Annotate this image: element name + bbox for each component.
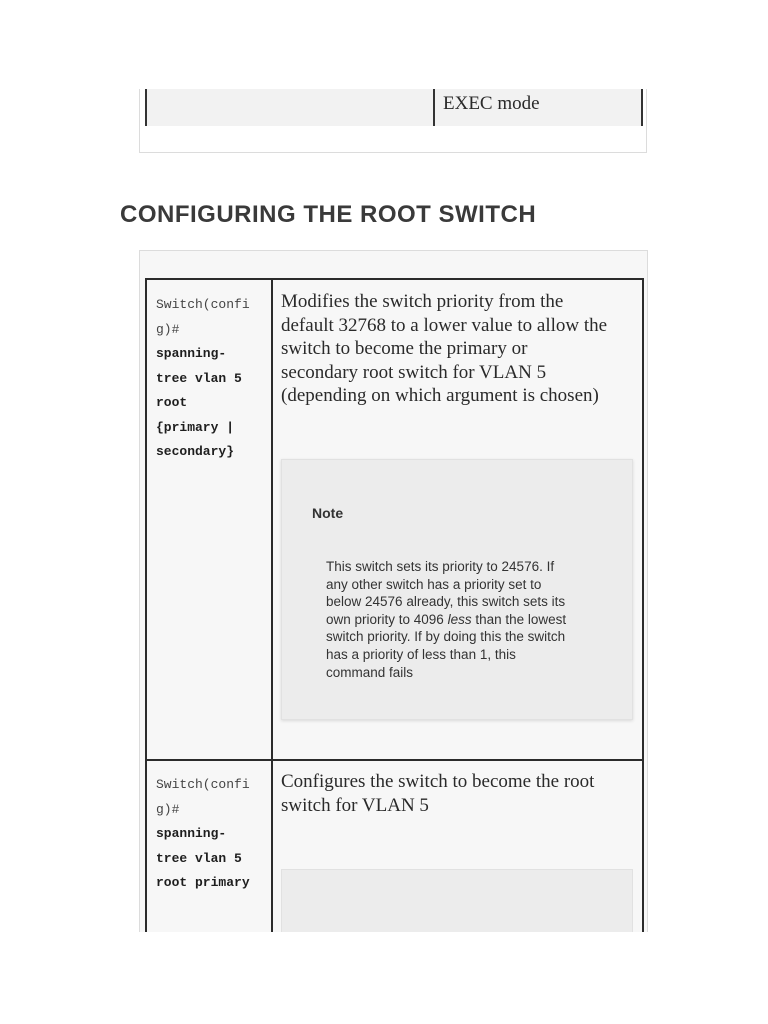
- note-box: [281, 869, 633, 932]
- command-prompt: Switch(confi: [156, 297, 250, 312]
- note-line: switch priority. If by doing this the switch: [326, 629, 566, 645]
- note-emphasis: less: [447, 611, 472, 627]
- note-line: This switch sets its priority to 24576. If: [326, 559, 555, 574]
- command-text: {primary |: [156, 419, 235, 435]
- column-divider: [271, 280, 273, 932]
- command-cell: [156, 293, 268, 465]
- description-cell: [281, 770, 637, 817]
- description-line: switch for VLAN 5: [281, 794, 429, 816]
- description-line: secondary root switch for VLAN 5: [281, 361, 547, 383]
- command-prompt: g)#: [156, 801, 180, 817]
- command-text: tree vlan 5: [156, 850, 242, 866]
- command-text: root: [156, 395, 188, 410]
- command-prompt: Switch(confi: [156, 777, 250, 792]
- previous-table-fragment: [139, 89, 647, 153]
- note-line-part: own priority to 4096: [326, 611, 444, 627]
- note-line: command fails: [326, 664, 414, 680]
- command-table: [145, 278, 644, 932]
- command-prompt: g)#: [156, 321, 180, 337]
- note-line: any other switch has a priority set to: [326, 576, 542, 592]
- description-cell: [281, 290, 637, 408]
- note-text: [326, 558, 616, 681]
- note-line: below 24576 already, this switch sets its: [326, 594, 566, 610]
- command-text: secondary}: [156, 444, 235, 459]
- column-divider: [433, 89, 435, 126]
- table-cell-text: EXEC mode: [443, 93, 540, 114]
- command-table-container: [139, 250, 648, 932]
- section-heading: CONFIGURING THE ROOT SWITCH: [120, 201, 537, 228]
- description-line: (depending on which argument is chosen): [281, 385, 599, 406]
- command-text: spanning-: [156, 346, 227, 361]
- note-line: has a priority of less than 1, this: [326, 646, 516, 662]
- note-line-part: than the lowest: [475, 611, 567, 627]
- table-row: [145, 89, 643, 126]
- note-box: [281, 459, 633, 720]
- description-line: Configures the switch to become the root: [281, 771, 595, 792]
- note-line: [326, 611, 616, 629]
- note-title: Note: [312, 505, 344, 521]
- description-line: default 32768 to a lower value to allow the: [281, 314, 608, 336]
- command-text: tree vlan 5: [156, 370, 242, 386]
- command-cell: [156, 773, 268, 896]
- command-text: spanning-: [156, 826, 227, 841]
- command-text: root primary: [156, 875, 250, 890]
- row-divider: [147, 759, 642, 761]
- description-line: Modifies the switch priority from the: [281, 291, 564, 312]
- description-line: switch to become the primary or: [281, 338, 528, 359]
